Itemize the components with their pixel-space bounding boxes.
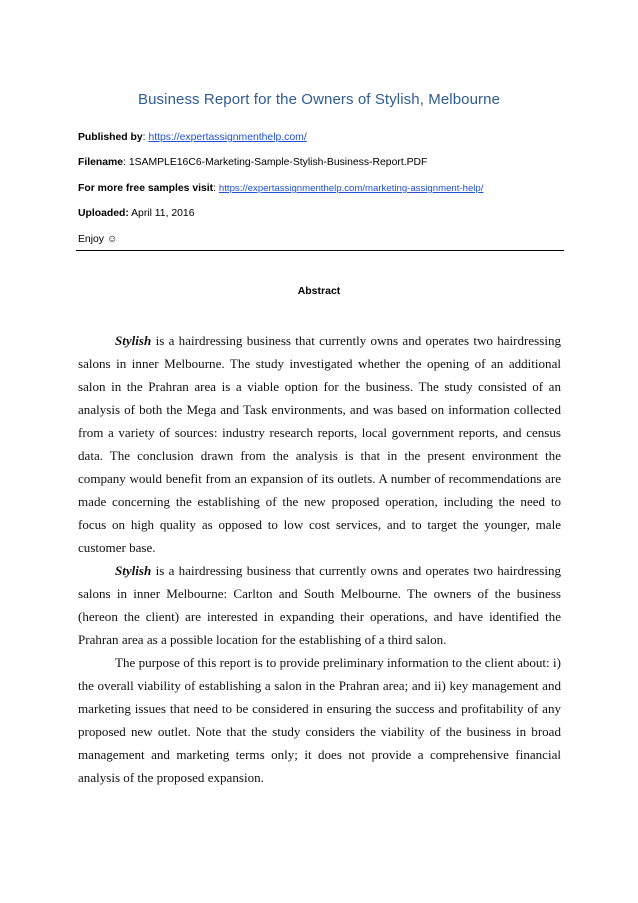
filename-value: 1SAMPLE16C6-Marketing-Sample-Stylish-Business-Report.PDF bbox=[128, 157, 428, 168]
published-by-line: Published by: https://expertassignmenthelp.com/ bbox=[78, 132, 307, 143]
paragraph-2 bbox=[78, 559, 561, 651]
published-by-link[interactable]: https://expertassignmenthelp.com/ bbox=[148, 132, 307, 143]
abstract-body bbox=[78, 329, 561, 789]
filename-label: Filename bbox=[78, 157, 124, 168]
paragraph-3-text: The purpose of this report is to provide preliminary information to the client about: i) the overall viability of establishing a salon in the Prahran area; and ii) key management and marketing issues that need to be considered in ensuring the success and profitability of any proposed new outlet. Note that the study considers the viability of the business in broad management and marketing terms only; it does not provide a comprehensive financial analysis of the proposed expansion. bbox=[78, 655, 561, 785]
paragraph-2-lead: Stylish bbox=[115, 563, 152, 578]
free-samples-label: For more free samples visit bbox=[78, 183, 214, 194]
abstract-heading: Abstract bbox=[297, 285, 341, 297]
smiley-icon: ☺ bbox=[106, 234, 118, 245]
enjoy-text: Enjoy bbox=[78, 234, 104, 245]
document-title: Business Report for the Owners of Stylish, Melbourne bbox=[137, 91, 501, 108]
uploaded-label: Uploaded: bbox=[78, 208, 129, 219]
free-samples-line: For more free samples visit: https://expertassignmenthelp.com/marketing-assignment-help/ bbox=[78, 183, 484, 194]
uploaded-value: April 11, 2016 bbox=[131, 208, 195, 219]
free-samples-link[interactable]: https://expertassignmenthelp.com/marketing-assignment-help/ bbox=[218, 183, 484, 194]
enjoy-line bbox=[78, 234, 118, 245]
paragraph-3 bbox=[78, 651, 561, 789]
paragraph-1-lead: Stylish bbox=[115, 333, 152, 348]
filename-line: Filename: 1SAMPLE16C6-Marketing-Sample-Stylish-Business-Report.PDF bbox=[78, 157, 428, 168]
header-divider bbox=[76, 250, 564, 251]
paragraph-2-text: is a hairdressing business that currently owns and operates two hairdressing salons in inner Melbourne: Carlton and South Melbourne. The owners of the business (hereon the client) are interested in expanding their operations, and have identified the Prahran area as a possible location for the establishing of a third salon. bbox=[78, 563, 561, 647]
paragraph-1-text: is a hairdressing business that currently owns and operates two hairdressing salons in inner Melbourne. The study investigated whether the opening of an additional salon in the Prahran area is a viable option for the business. The study consisted of an analysis of both the Mega and Task environments, and was based on information collected from a variety of sources: industry research reports, local government reports, and census data. The conclusion drawn from the analysis is that in the present environment the company would benefit from an expansion of its outlets. A number of recommendations are made concerning the establishing of the new proposed operation, including the need to focus on high quality as opposed to low cost services, and to target the younger, male customer base. bbox=[78, 333, 561, 555]
uploaded-line bbox=[78, 208, 194, 219]
published-by-label: Published by bbox=[78, 132, 143, 143]
paragraph-1 bbox=[78, 329, 561, 559]
